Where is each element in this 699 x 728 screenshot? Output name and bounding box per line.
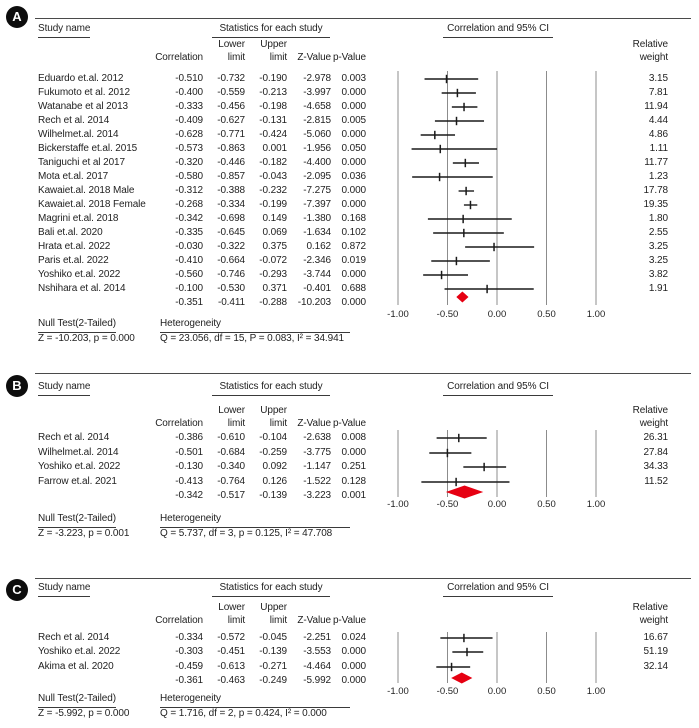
cell-upper: -0.213 [259,87,287,98]
study-name: Eduardo et.al. 2012 [38,73,124,84]
summary-correlation: -0.361 [175,675,203,686]
cell-z: -3.744 [303,269,331,280]
cell-lower: -0.764 [217,476,245,487]
cell-lower: -0.456 [217,101,245,112]
stats-group-header: Statistics for each study [212,583,330,597]
axis-tick-label: 1.00 [586,309,606,320]
cell-z: 0.162 [306,241,331,252]
cell-upper: -0.259 [259,447,287,458]
summary-upper: -0.249 [259,675,287,686]
cell-upper: 0.126 [262,476,287,487]
col-header-upper-limit: limit [269,52,287,63]
cell-z: -2.815 [303,115,331,126]
cell-z: -0.401 [303,283,331,294]
summary-diamond [451,673,472,684]
axis-tick-label: 1.00 [586,499,606,510]
axis-tick-label: 0.00 [487,499,507,510]
cell-z: -5.060 [303,129,331,140]
panel-label-badge: A [6,6,28,28]
cell-upper: -0.045 [259,632,287,643]
axis-tick-label: 0.00 [487,686,507,697]
cell-p: 0.251 [341,461,366,472]
cell-lower: -0.572 [217,632,245,643]
cell-p: 0.128 [341,476,366,487]
cell-correlation: -0.410 [175,255,203,266]
cell-lower: -0.627 [217,115,245,126]
cell-weight: 16.67 [643,632,668,643]
cell-lower: -0.559 [217,87,245,98]
cell-z: -4.658 [303,101,331,112]
cell-z: -3.775 [303,447,331,458]
cell-z: -1.380 [303,213,331,224]
cell-weight: 11.94 [644,101,668,112]
col-header-weight: weight [639,615,668,626]
cell-p: 0.003 [341,73,366,84]
cell-weight: 4.44 [648,115,668,126]
cell-correlation: -0.580 [175,171,203,182]
axis-tick-label: 0.50 [537,686,556,697]
cell-upper: 0.375 [262,241,287,252]
cell-p: 0.000 [341,185,366,196]
cell-weight: 32.14 [643,661,668,672]
cell-correlation: -0.413 [175,476,203,487]
cell-correlation: -0.400 [175,87,203,98]
col-header-correlation: Correlation [155,615,203,626]
study-name-header: Study name [38,583,90,597]
col-header-weight: weight [639,52,668,63]
cell-correlation: -0.130 [175,461,203,472]
cell-lower: -0.530 [217,283,245,294]
cell-correlation: -0.335 [175,227,203,238]
cell-upper: -0.199 [259,199,287,210]
cell-weight: 4.86 [648,129,668,140]
null-test-value: Z = -3.223, p = 0.001 [38,528,130,539]
study-name: Watanabe et al 2013 [38,101,129,112]
null-test-title: Null Test(2-Tailed) [38,319,116,333]
cell-p: 0.024 [341,632,366,643]
cell-correlation: -0.100 [175,283,203,294]
null-test-title: Null Test(2-Tailed) [38,514,116,528]
cell-upper: -0.131 [259,115,287,126]
cell-p: 0.102 [341,227,366,238]
cell-z: -7.397 [303,199,331,210]
study-name-header: Study name [38,382,90,396]
summary-z: -5.992 [303,675,331,686]
cell-weight: 11.52 [644,476,668,487]
cell-p: 0.000 [341,199,366,210]
study-name: Magrini et.al. 2018 [38,213,119,224]
summary-correlation: -0.342 [175,490,203,501]
cell-p: 0.036 [341,171,366,182]
cell-weight: 2.55 [648,227,668,238]
cell-upper: -0.190 [259,73,287,84]
cell-z: -2.346 [303,255,331,266]
summary-upper: -0.288 [259,297,287,308]
study-name: Nshihara et al. 2014 [38,283,126,294]
axis-tick-label: -1.00 [387,309,409,320]
cell-p: 0.000 [341,661,366,672]
null-test-title: Null Test(2-Tailed) [38,694,116,708]
cell-lower: -0.446 [217,157,245,168]
summary-z: -3.223 [303,490,331,501]
stats-group-header: Statistics for each study [212,382,330,396]
col-header-p-value: p-Value [332,52,366,63]
study-name: Wilhelmet.al. 2014 [38,129,119,140]
panel-label-badge: B [6,375,28,397]
cell-z: -7.275 [303,185,331,196]
cell-upper: -0.043 [259,171,287,182]
cell-correlation: -0.334 [175,632,203,643]
col-header-lower-limit: limit [227,615,245,626]
cell-correlation: -0.030 [175,241,203,252]
study-name: Rech et al. 2014 [38,432,110,443]
cell-lower: -0.613 [217,661,245,672]
cell-z: -3.997 [303,87,331,98]
cell-p: 0.005 [341,115,366,126]
cell-correlation: -0.573 [175,143,203,154]
col-header-z-value: Z-Value [297,615,331,626]
axis-tick-label: 0.50 [537,309,556,320]
cell-z: -2.978 [303,73,331,84]
heterogeneity-title: Heterogeneity [160,319,350,333]
study-name: Taniguchi et al 2017 [38,157,125,168]
cell-correlation: -0.501 [175,447,203,458]
axis-tick-label: -0.50 [436,686,459,697]
axis-tick-label: -1.00 [387,499,409,510]
cell-lower: -0.645 [217,227,245,238]
axis-tick-label: 0.50 [537,499,556,510]
stats-group-header: Statistics for each study [212,24,330,38]
study-name: Hrata et.al. 2022 [38,241,111,252]
cell-weight: 1.11 [649,143,668,154]
cell-upper: -0.198 [259,101,287,112]
col-header-z-value: Z-Value [297,52,331,63]
col-header-upper-limit: limit [269,418,287,429]
col-header-upper: Upper [260,39,287,50]
axis-tick-label: -1.00 [387,686,409,697]
cell-p: 0.872 [341,241,366,252]
cell-upper: -0.293 [259,269,287,280]
cell-weight: 19.35 [643,199,668,210]
cell-z: -1.634 [303,227,331,238]
col-header-z-value: Z-Value [297,418,331,429]
panel-top-rule [35,578,691,579]
ci-group-header: Correlation and 95% CI [443,583,553,597]
cell-correlation: -0.303 [175,646,203,657]
cell-p: 0.050 [341,143,366,154]
summary-p: 0.000 [341,675,366,686]
cell-weight: 51.19 [643,646,668,657]
cell-z: -2.638 [303,432,331,443]
col-header-lower: Lower [218,602,245,613]
cell-p: 0.019 [341,255,366,266]
cell-correlation: -0.560 [175,269,203,280]
cell-weight: 34.33 [643,461,668,472]
summary-correlation: -0.351 [175,297,203,308]
cell-weight: 1.91 [648,283,668,294]
cell-upper: -0.139 [259,646,287,657]
summary-lower: -0.517 [217,490,245,501]
col-header-p-value: p-Value [332,615,366,626]
cell-lower: -0.698 [217,213,245,224]
cell-weight: 3.25 [648,255,668,266]
cell-lower: -0.664 [217,255,245,266]
cell-weight: 17.78 [643,185,668,196]
study-name: Fukumoto et al. 2012 [38,87,130,98]
axis-tick-label: -0.50 [436,499,459,510]
col-header-lower-limit: limit [227,418,245,429]
study-name: Akima et al. 2020 [38,661,114,672]
study-name-header: Study name [38,24,90,38]
cell-p: 0.000 [341,87,366,98]
cell-correlation: -0.312 [175,185,203,196]
col-header-lower-limit: limit [227,52,245,63]
cell-weight: 1.23 [648,171,668,182]
study-name: Bali et.al. 2020 [38,227,103,238]
summary-lower: -0.463 [217,675,245,686]
axis-tick-label: 1.00 [586,686,606,697]
cell-weight: 11.77 [644,157,668,168]
cell-z: -2.251 [303,632,331,643]
cell-weight: 7.81 [648,87,668,98]
cell-upper: 0.069 [262,227,287,238]
col-header-lower: Lower [218,405,245,416]
cell-p: 0.000 [341,646,366,657]
cell-weight: 3.15 [648,73,668,84]
summary-upper: -0.139 [259,490,287,501]
cell-p: 0.000 [341,101,366,112]
cell-z: -1.522 [303,476,331,487]
heterogeneity-value: Q = 5.737, df = 3, p = 0.125, I² = 47.708 [160,528,333,539]
cell-p: 0.000 [341,269,366,280]
col-header-relative: Relative [632,602,668,613]
study-name: Kawaiet.al. 2018 Male [38,185,135,196]
cell-weight: 27.84 [643,447,668,458]
cell-upper: -0.232 [259,185,287,196]
cell-lower: -0.746 [217,269,245,280]
col-header-correlation: Correlation [155,52,203,63]
cell-upper: 0.149 [262,213,287,224]
cell-lower: -0.684 [217,447,245,458]
cell-p: 0.688 [341,283,366,294]
cell-upper: -0.072 [259,255,287,266]
cell-z: -2.095 [303,171,331,182]
col-header-weight: weight [639,418,668,429]
cell-lower: -0.451 [217,646,245,657]
cell-upper: 0.092 [262,461,287,472]
col-header-lower: Lower [218,39,245,50]
col-header-correlation: Correlation [155,418,203,429]
cell-correlation: -0.510 [175,73,203,84]
null-test-value: Z = -10.203, p = 0.000 [38,333,135,344]
summary-p: 0.001 [341,490,366,501]
study-name: Farrow et.al. 2021 [38,476,117,487]
cell-lower: -0.732 [217,73,245,84]
cell-weight: 3.25 [648,241,668,252]
cell-lower: -0.388 [217,185,245,196]
cell-z: -3.553 [303,646,331,657]
study-name: Yoshiko et.al. 2022 [38,461,121,472]
heterogeneity-title: Heterogeneity [160,694,350,708]
cell-lower: -0.334 [217,199,245,210]
cell-lower: -0.857 [217,171,245,182]
cell-correlation: -0.628 [175,129,203,140]
cell-correlation: -0.342 [175,213,203,224]
heterogeneity-value: Q = 1.716, df = 2, p = 0.424, I² = 0.000 [160,708,327,719]
cell-p: 0.168 [341,213,366,224]
cell-z: -1.956 [303,143,331,154]
cell-correlation: -0.386 [175,432,203,443]
heterogeneity-value: Q = 23.056, df = 15, P = 0.083, I² = 34.941 [160,333,344,344]
study-name: Yoshiko et.al. 2022 [38,646,121,657]
axis-tick-label: -0.50 [436,309,459,320]
study-name: Bickerstaffe et.al. 2015 [38,143,138,154]
study-name: Paris et.al. 2022 [38,255,109,266]
study-name: Rech et al. 2014 [38,115,110,126]
study-name: Kawaiet.al. 2018 Female [38,199,146,210]
col-header-upper: Upper [260,602,287,613]
cell-z: -4.464 [303,661,331,672]
study-name: Rech et al. 2014 [38,632,110,643]
cell-weight: 26.31 [643,432,668,443]
col-header-upper-limit: limit [269,615,287,626]
cell-z: -4.400 [303,157,331,168]
ci-group-header: Correlation and 95% CI [443,382,553,396]
cell-lower: -0.610 [217,432,245,443]
cell-upper: 0.001 [262,143,287,154]
col-header-relative: Relative [632,39,668,50]
panel-label-badge: C [6,579,28,601]
axis-tick-label: 0.00 [487,309,507,320]
cell-upper: -0.182 [259,157,287,168]
study-name: Wilhelmet.al. 2014 [38,447,119,458]
col-header-p-value: p-Value [332,418,366,429]
cell-lower: -0.771 [217,129,245,140]
cell-correlation: -0.320 [175,157,203,168]
col-header-relative: Relative [632,405,668,416]
cell-lower: -0.322 [217,241,245,252]
cell-correlation: -0.333 [175,101,203,112]
cell-upper: -0.424 [259,129,287,140]
cell-p: 0.008 [341,432,366,443]
ci-group-header: Correlation and 95% CI [443,24,553,38]
study-name: Yoshiko et.al. 2022 [38,269,121,280]
cell-correlation: -0.409 [175,115,203,126]
forest-plot-canvas [380,626,620,702]
cell-weight: 1.80 [648,213,668,224]
cell-z: -1.147 [303,461,331,472]
heterogeneity-title: Heterogeneity [160,514,350,528]
summary-lower: -0.411 [217,297,245,308]
study-name: Mota et.al. 2017 [38,171,109,182]
col-header-upper: Upper [260,405,287,416]
cell-correlation: -0.268 [175,199,203,210]
cell-upper: 0.371 [262,283,287,294]
cell-p: 0.000 [341,447,366,458]
cell-correlation: -0.459 [175,661,203,672]
null-test-value: Z = -5.992, p = 0.000 [38,708,130,719]
cell-upper: -0.104 [259,432,287,443]
summary-p: 0.000 [341,297,366,308]
cell-p: 0.000 [341,129,366,140]
cell-p: 0.000 [341,157,366,168]
cell-upper: -0.271 [259,661,287,672]
cell-lower: -0.863 [217,143,245,154]
cell-lower: -0.340 [217,461,245,472]
cell-weight: 3.82 [648,269,668,280]
summary-z: -10.203 [297,297,331,308]
